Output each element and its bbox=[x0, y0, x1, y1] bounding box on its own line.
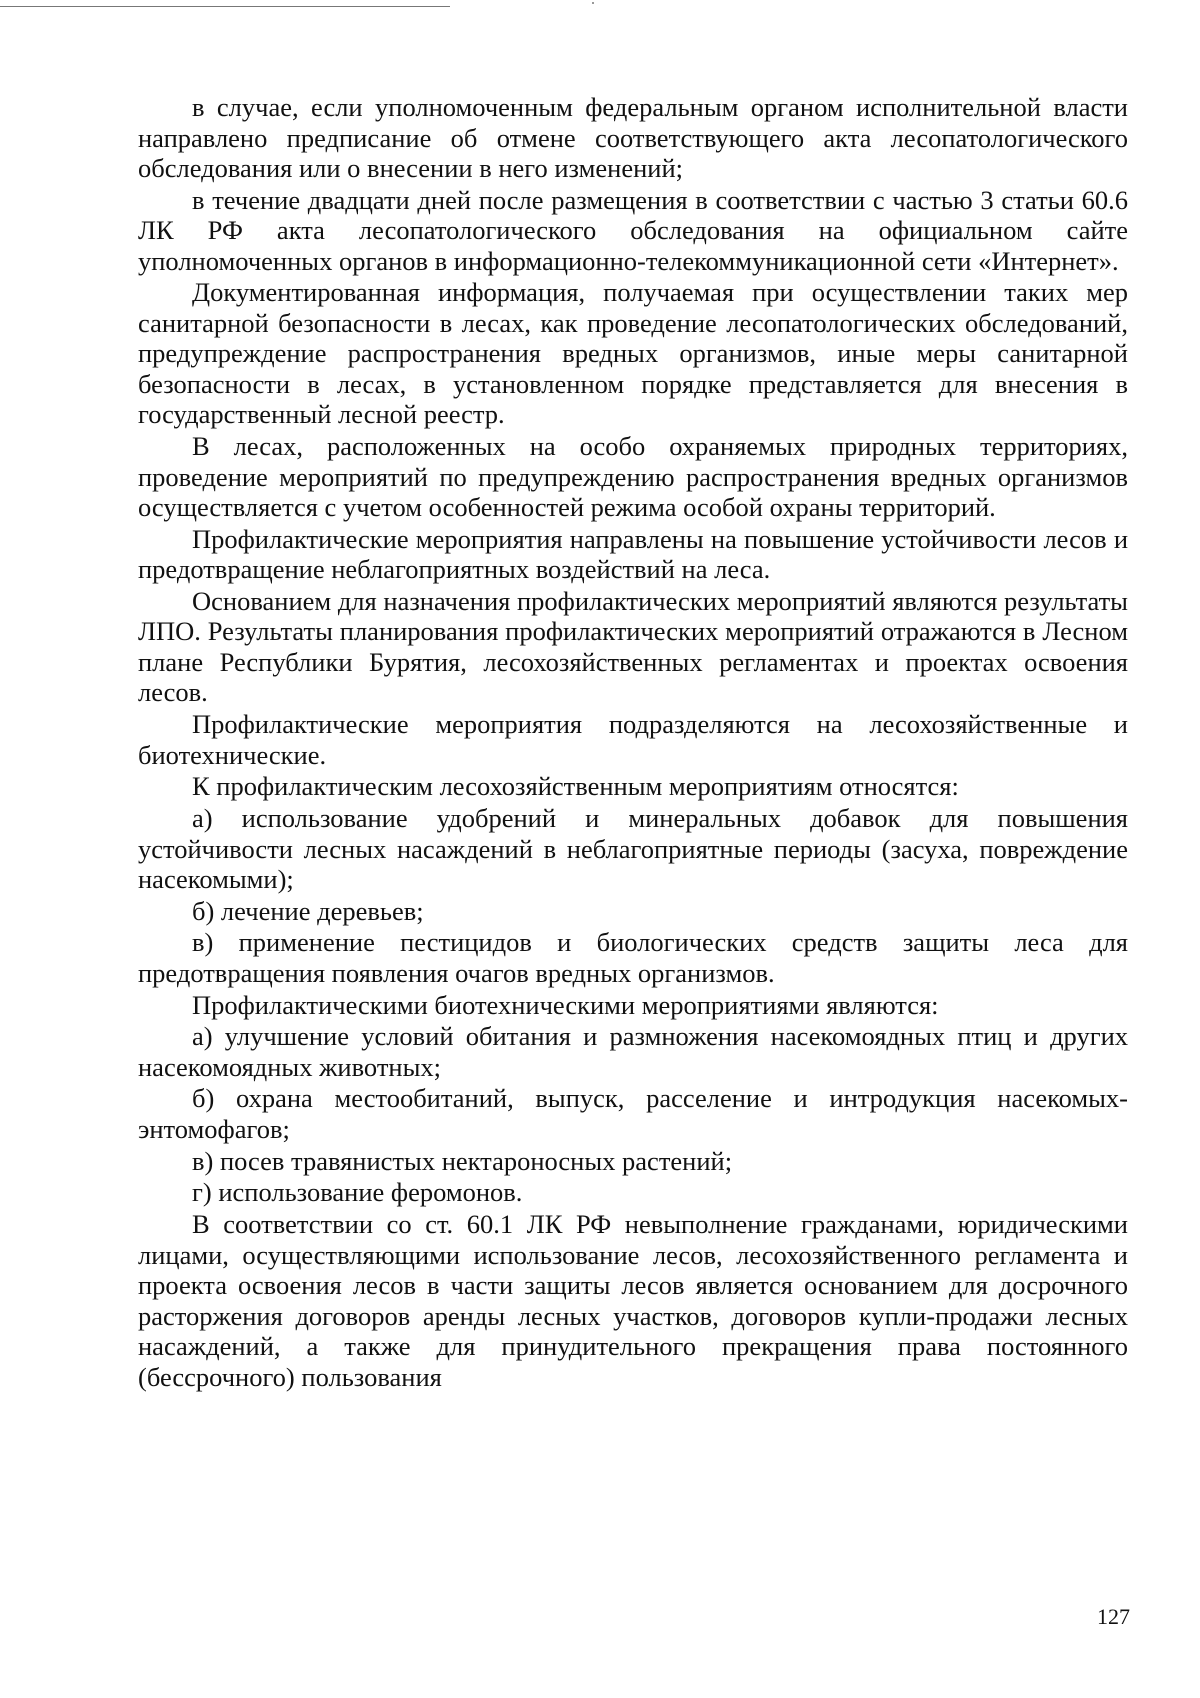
paragraph: Документированная информация, получаемая при осуществлении таких мер санитарной безопасности в лесах, как проведение лесопатологических обследований, предупреждение распространения вредных организмов, иные меры санитарной безопасности в лесах, в установленном порядке представляется для внесения в государственный лесной реестр. bbox=[138, 277, 1128, 430]
paragraph: Основанием для назначения профилактических мероприятий являются результаты ЛПО. Результаты планирования профилактических мероприятий отражаются в Лесном плане Республики Бурятия, лесохозяйственных регламентах и проектах освоения лесов. bbox=[138, 585, 1128, 708]
paragraph: К профилактическим лесохозяйственным мероприятиям относятся: bbox=[192, 771, 959, 802]
list-item: в) посев травянистых нектароносных растений; bbox=[192, 1145, 733, 1176]
list-item: г) использование феромонов. bbox=[192, 1177, 523, 1208]
page-number: 127 bbox=[1097, 1604, 1130, 1629]
paragraph: Профилактическими биотехническими мероприятиями являются: bbox=[192, 989, 939, 1020]
scan-edge-line bbox=[0, 6, 450, 7]
paragraph: В соответствии со ст. 60.1 ЛК РФ невыполнение гражданами, юридическими лицами, осуществляющими использование лесов, лесохозяйственного регламента и проекта освоения лесов в части защиты лесов является основанием для досрочного расторжения договоров аренды лесных участков, договоров купли-продажи лесных насаждений, а также для принудительного прекращения права постоянного (бессрочного) пользования bbox=[138, 1209, 1128, 1392]
list-item: б) охрана местообитаний, выпуск, расселение и интродукция насекомых-энтомофагов; bbox=[138, 1083, 1128, 1144]
paragraph: в течение двадцати дней после размещения в соответствии с частью 3 статьи 60.6 ЛК РФ акта лесопатологического обследования на официальном сайте уполномоченных органов в информационно-телекоммуникационной сети «Интернет». bbox=[138, 184, 1128, 276]
paragraph: В лесах, расположенных на особо охраняемых природных территориях, проведение мероприятий по предупреждению распространения вредных организмов осуществляется с учетом особенностей режима особой охраны территорий. bbox=[138, 431, 1128, 523]
list-item: а) использование удобрений и минеральных добавок для повышения устойчивости лесных насаждений в неблагоприятные периоды (засуха, повреждение насекомыми); bbox=[138, 803, 1128, 894]
scan-artifact bbox=[592, 2, 594, 4]
list-item: б) лечение деревьев; bbox=[192, 895, 424, 926]
list-item: в) применение пестицидов и биологических средств защиты леса для предотвращения появления очагов вредных организмов. bbox=[138, 927, 1128, 988]
paragraph: Профилактические мероприятия направлены на повышение устойчивости лесов и предотвращение неблагоприятных воздействий на леса. bbox=[138, 523, 1128, 585]
list-item: а) улучшение условий обитания и размножения насекомоядных птиц и других насекомоядных животных; bbox=[138, 1021, 1128, 1082]
paragraph: в случае, если уполномоченным федеральным органом исполнительной власти направлено предписание об отмене соответствующего акта лесопатологического обследования или о внесении в него изменений; bbox=[138, 92, 1128, 183]
paragraph: Профилактические мероприятия подразделяются на лесохозяйственные и биотехнические. bbox=[138, 709, 1128, 770]
document-page bbox=[138, 92, 1128, 1393]
